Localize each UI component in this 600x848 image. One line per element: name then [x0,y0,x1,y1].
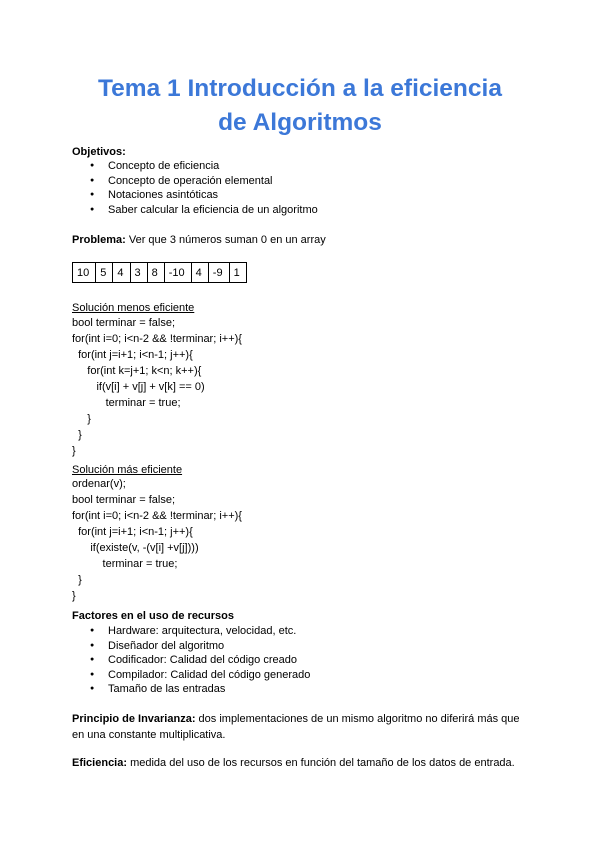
code-line: terminar = true; [72,558,178,570]
title-line-1: Tema 1 Introducción a la eficiencia [98,75,502,102]
list-item: ● Tamaño de las entradas [72,682,310,697]
code-line: } [72,574,82,586]
code-line: } [72,429,82,441]
code-line: } [72,445,76,457]
code-line: for(int i=0; i<n-2 && !terminar; i++){ [72,333,242,345]
invarianza-label: Principio de Invarianza: [72,713,196,725]
problema-text: Ver que 3 números suman 0 en un array [125,234,326,246]
title-line-2: de Algoritmos [218,109,382,136]
code-line: if(v[i] + v[j] + v[k] == 0) [72,381,205,393]
list-item: ● Concepto de eficiencia [72,159,318,174]
solucion-menos-code [72,315,242,459]
invarianza-text: dos implementaciones de un mismo algoritmo no diferirá más que en una constante multiplicativa. [72,713,520,741]
problema-line [72,233,326,247]
solucion-menos-heading: Solución menos eficiente [72,302,195,314]
objetivos-heading: Objetivos: [72,146,126,158]
array-cell: 10 [73,263,96,283]
code-line: for(int j=i+1; i<n-1; j++){ [72,349,193,361]
eficiencia-paragraph [72,755,532,771]
objetivos-list [72,159,318,217]
list-item: ● Concepto de operación elemental [72,174,318,189]
code-line: terminar = true; [72,397,181,409]
array-cell: 3 [130,263,147,283]
array-cell: 4 [191,263,208,283]
eficiencia-label: Eficiencia: [72,757,128,769]
code-line: if(existe(v, -(v[i] +v[j]))) [72,542,199,554]
table-row [73,263,247,283]
page-title [60,72,540,140]
code-line: ordenar(v); [72,478,126,490]
solucion-mas-code [72,476,242,604]
invarianza-paragraph [72,711,532,743]
list-item: ● Hardware: arquitectura, velocidad, etc. [72,624,310,639]
code-line: for(int k=j+1; k<n; k++){ [72,365,202,377]
array-cell: 1 [229,263,246,283]
factores-heading: Factores en el uso de recursos [72,610,235,622]
eficiencia-text: medida del uso de los recursos en función del tamaño de los datos de entrada. [127,757,515,769]
array-table [72,262,247,283]
list-item: ● Notaciones asintóticas [72,188,318,203]
array-cell: 8 [147,263,164,283]
code-line: } [72,590,76,602]
array-cell: 5 [96,263,113,283]
code-line: } [72,413,91,425]
list-item: ● Compilador: Calidad del código generado [72,668,310,683]
problema-label: Problema: [72,234,126,246]
factores-list [72,624,310,697]
code-line: for(int j=i+1; i<n-1; j++){ [72,526,193,538]
code-line: bool terminar = false; [72,494,176,506]
array-cell: -9 [208,263,229,283]
list-item: ● Codificador: Calidad del código creado [72,653,310,668]
code-line: bool terminar = false; [72,317,176,329]
array-cell: -10 [164,263,191,283]
list-item: ● Saber calcular la eficiencia de un algoritmo [72,203,318,218]
array-cell: 4 [113,263,130,283]
list-item: ● Diseñador del algoritmo [72,639,310,654]
solucion-mas-heading: Solución más eficiente [72,464,183,476]
code-line: for(int i=0; i<n-2 && !terminar; i++){ [72,510,242,522]
